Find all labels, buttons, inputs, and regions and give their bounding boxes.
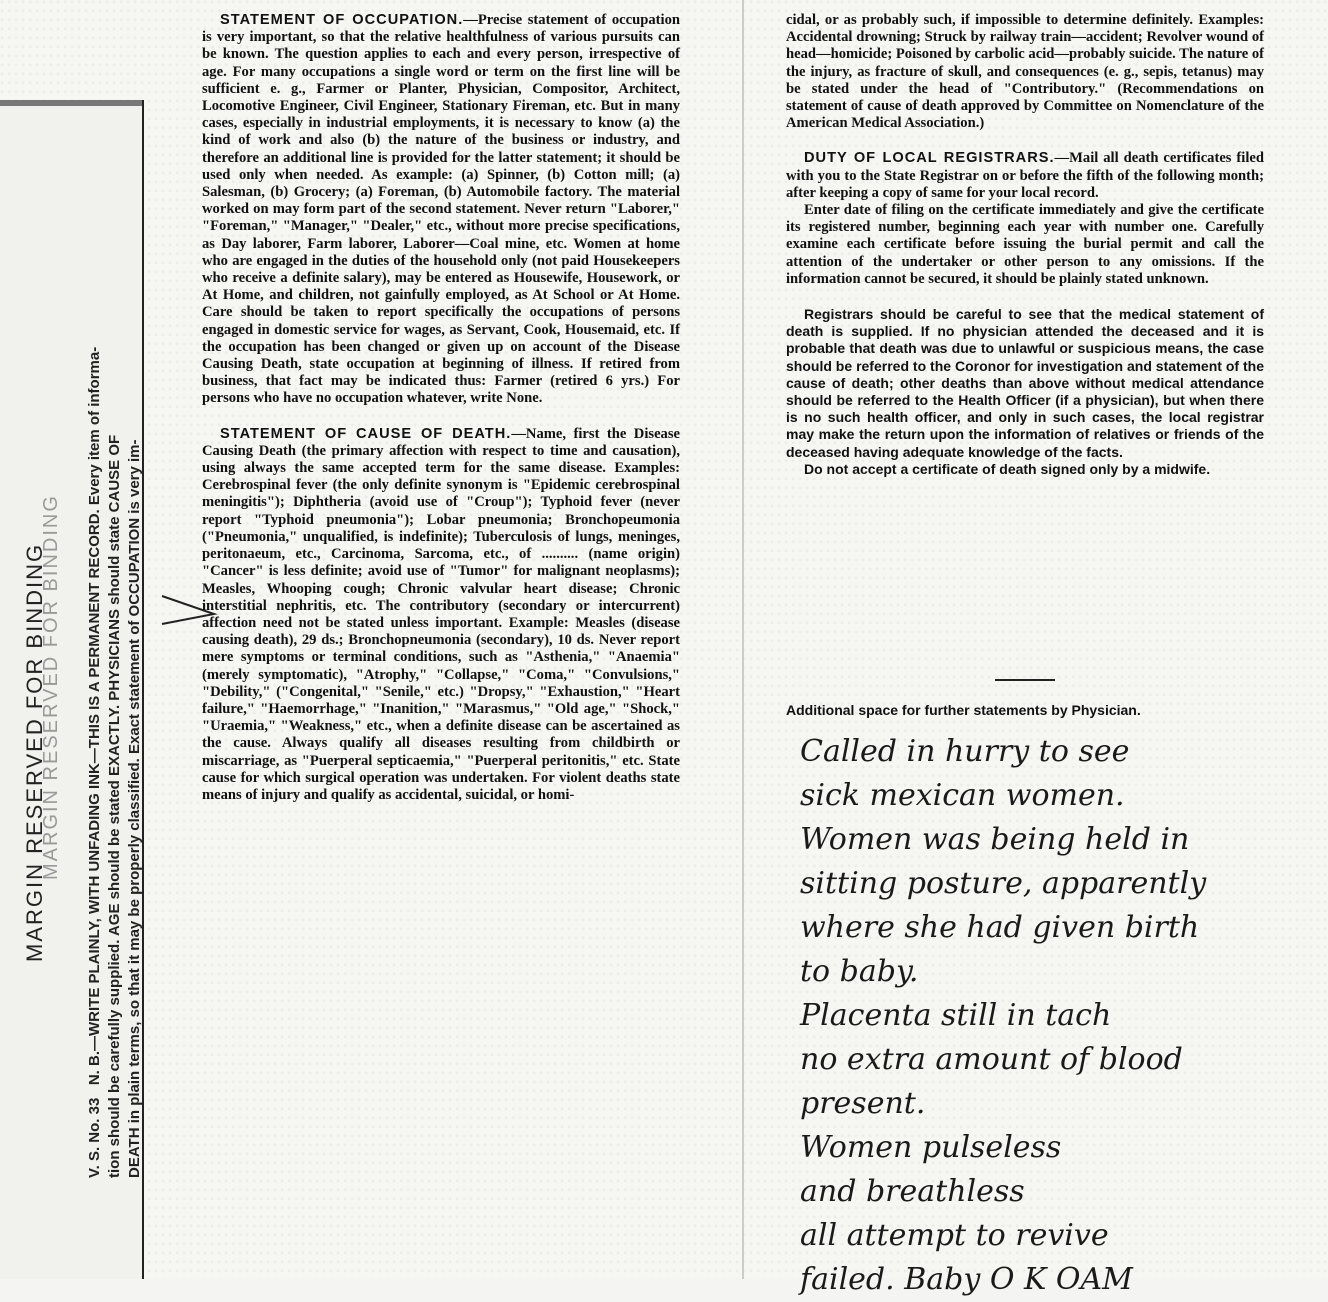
- handwriting-line: no extra amount of blood: [800, 1042, 1183, 1077]
- handwriting-line: sitting posture, apparently: [800, 866, 1207, 901]
- occupation-heading: STATEMENT OF OCCUPATION.: [220, 12, 464, 28]
- occupation-section: [202, 12, 680, 408]
- section-divider: [995, 679, 1055, 681]
- registrars-body2: Enter date of filing on the certificate immediately and give the certificate its registered number, beginning each year with number one. Carefully examine each certificate before issuing the burial permit and call the attention of the undertaker or other person to any omissions. If the information cannot be secured, it should be plainly stated unknown.: [786, 202, 1264, 287]
- nb-instruction-line2: tion should be carefully supplied. AGE should be stated EXACTLY. PHYSICIANS should state CAUSE OF: [106, 434, 123, 1178]
- handwriting-line: Women was being held in: [800, 822, 1190, 857]
- margin-top-edge: [0, 100, 142, 106]
- left-column: [202, 12, 680, 804]
- physician-handwritten-notes: [800, 730, 1310, 1302]
- cause-continued: cidal, or as probably such, if impossible to determine definitely. Examples: Accidental drowning; Struck by railway train—accident; Revolver wound of head—homicide; Poisoned by carbolic acid—probably suicide. The nature of the injury, as fracture of skull, and consequences (e. g., sepis, tetanus) may be stated under the head of "Contributory." (Recommendations on statement of cause of death approved by Committee on Nomenclature of the American Medical Association.): [786, 12, 1264, 132]
- handwriting-line: failed. Baby O K OAM: [800, 1262, 1133, 1297]
- occupation-body: —Precise statement of occupation is very important, so that the relative healthfulness of various pursuits can be known. The question applies to each and every person, irrespective of age. For many occupations a single word or term on the first line will be sufficient e. g., Farmer or Planter, Physician, Compositor, Architect, Locomotive Engineer, Civil Engineer, Stationary Fireman, etc. But in many cases, especially in industrial employments, it is necessary to know (a) the kind of work and also (b) the nature of the business or industry, and therefore an additional line is provided for the latter statement; it should be used only when needed. As example: (a) Spinner, (b) Cotton mill; (a) Salesman, (b) Grocery; (a) Foreman, (b) Automobile factory. The material worked on may form part of the second statement. Never return "Laborer," "Foreman," "Manager," "Dealer," etc., without more precise specifications, as Day laborer, Farm laborer, Laborer—Coal mine, etc. Women at home who are engaged in the duties of the household only (not paid Housekeepers who receive a definite salary), may be entered as Housewife, Housework, or At Home, and children, not gainfully employed, as At School or At Home. Care should be taken to report specifically the occupations of persons engaged in domestic service for wages, as Servant, Cook, Housemaid, etc. If the occupation has been changed or given up on account of the Disease Causing Death, state occupation at beginning of illness. If retired from business, that fact may be indicated thus: Farmer (retired 6 yrs.) For persons who have no occupation whatever, write None.: [202, 12, 680, 407]
- handwriting-line: sick mexican women.: [800, 778, 1125, 813]
- cause-heading: STATEMENT OF CAUSE OF DEATH.: [220, 425, 512, 442]
- handwriting-line: where she had given birth: [800, 910, 1200, 945]
- registrars-body: —Mail all death certificates filed with you to the State Registrar on or before the fifth of the following month; after keeping a copy of same for your local record.: [786, 150, 1264, 201]
- registrars-body4: Do not accept a certificate of death signed only by a midwife.: [804, 460, 1211, 477]
- handwriting-line: present.: [800, 1086, 926, 1121]
- handwriting-line: and breathless: [800, 1174, 1025, 1209]
- page-fold-line: [742, 0, 744, 1279]
- cause-section: [202, 426, 680, 804]
- registrars-heading: DUTY OF LOCAL REGISTRARS.: [804, 150, 1055, 167]
- margin-reserved-label: MARGIN RESERVED FOR BINDING: [22, 542, 47, 962]
- handwriting-line: all attempt to revive: [800, 1218, 1109, 1253]
- handwriting-line: Women pulseless: [800, 1130, 1062, 1165]
- vs-number: V. S. No. 33: [86, 1097, 103, 1178]
- registrars-section: [786, 150, 1264, 202]
- handwriting-line: Called in hurry to see: [800, 734, 1130, 769]
- physician-space-label: Additional space for further statements by Physician.: [786, 702, 1141, 718]
- registrars-body3: Registrars should be careful to see that the medical statement of death is supplied. If no physician attended the deceased and it is probable that death was due to unlawful or suspicious means, the case should be referred to the Coronor for investigation and statement of the cause of death; other deaths than above without medical attendance should be referred to the Health Officer (if a physician), but when there is no such health officer, and only in such cases, the local registrar may make the return upon the information of relatives or friends of the deceased having adequate knowledge of the facts.: [786, 306, 1264, 460]
- handwriting-line: to baby.: [800, 954, 919, 989]
- nb-instruction-line1: [86, 347, 103, 1178]
- cause-body: —Name, first the Disease Causing Death (the primary affection with respect to time and causation), using always the same accepted term for the same disease. Examples: Cerebrospinal fever (the only definite synonym is "Epidemic cerebrospinal meningitis"); Diphtheria (avoid use of "Croup"); Typhoid fever (never report "Typhoid pneumonia"); Lobar pneumonia; Bronchopeumonia ("Pneumonia," unqualified, is indefinite); Tuberculosis of lungs, meninges, peritonaeum, etc., Carcinoma, Sarcoma, etc., of .......... (name origin) "Cancer" is less definite; avoid use of "Tumor" for malignant neoplasms); Measles, Whooping cough; Chronic valvular heart disease; Chronic interstitial nephritis, etc. The contributory (secondary or intercurrent) affection need not be stated unless important. Example: Measles (disease causing death), 29 ds.; Bronchopneumonia (secondary), 10 ds. Never report mere symptoms or terminal conditions, such as "Asthenia," "Anaemia" (merely symptomatic), "Atrophy," "Collapse," "Coma," "Convulsions," "Debility," ("Congenital," "Senile," etc.) "Dropsy," "Exhaustion," "Heart failure," "Haemorrhage," "Inanition," "Marasmus," "Old age," "Shock," "Uraemia," "Weakness," etc., when a definite disease can be ascertained as the cause. Always qualify all diseases resulting from childbirth or miscarriage, as "Puerperal septicaemia," "Puerperal peritonitis," etc. State cause for which surgical operation was undertaken. For violent deaths state means of injury and qualify as accidental, suicidal, or homi-: [202, 425, 680, 803]
- nb-line1-text: N. B.—WRITE PLAINLY, WITH UNFADING INK—THIS IS A PERMANENT RECORD. Every item of informa-: [86, 346, 103, 1086]
- handwriting-line: Placenta still in tach: [800, 998, 1112, 1033]
- right-column: [786, 12, 1264, 478]
- margin-reserved-ghost-label: MARGIN RESERVED FOR BINDING: [40, 494, 62, 880]
- nb-instruction-line3: DEATH in plain terms, so that it may be properly classified. Exact statement of OCCUPATION is very im-: [126, 439, 143, 1178]
